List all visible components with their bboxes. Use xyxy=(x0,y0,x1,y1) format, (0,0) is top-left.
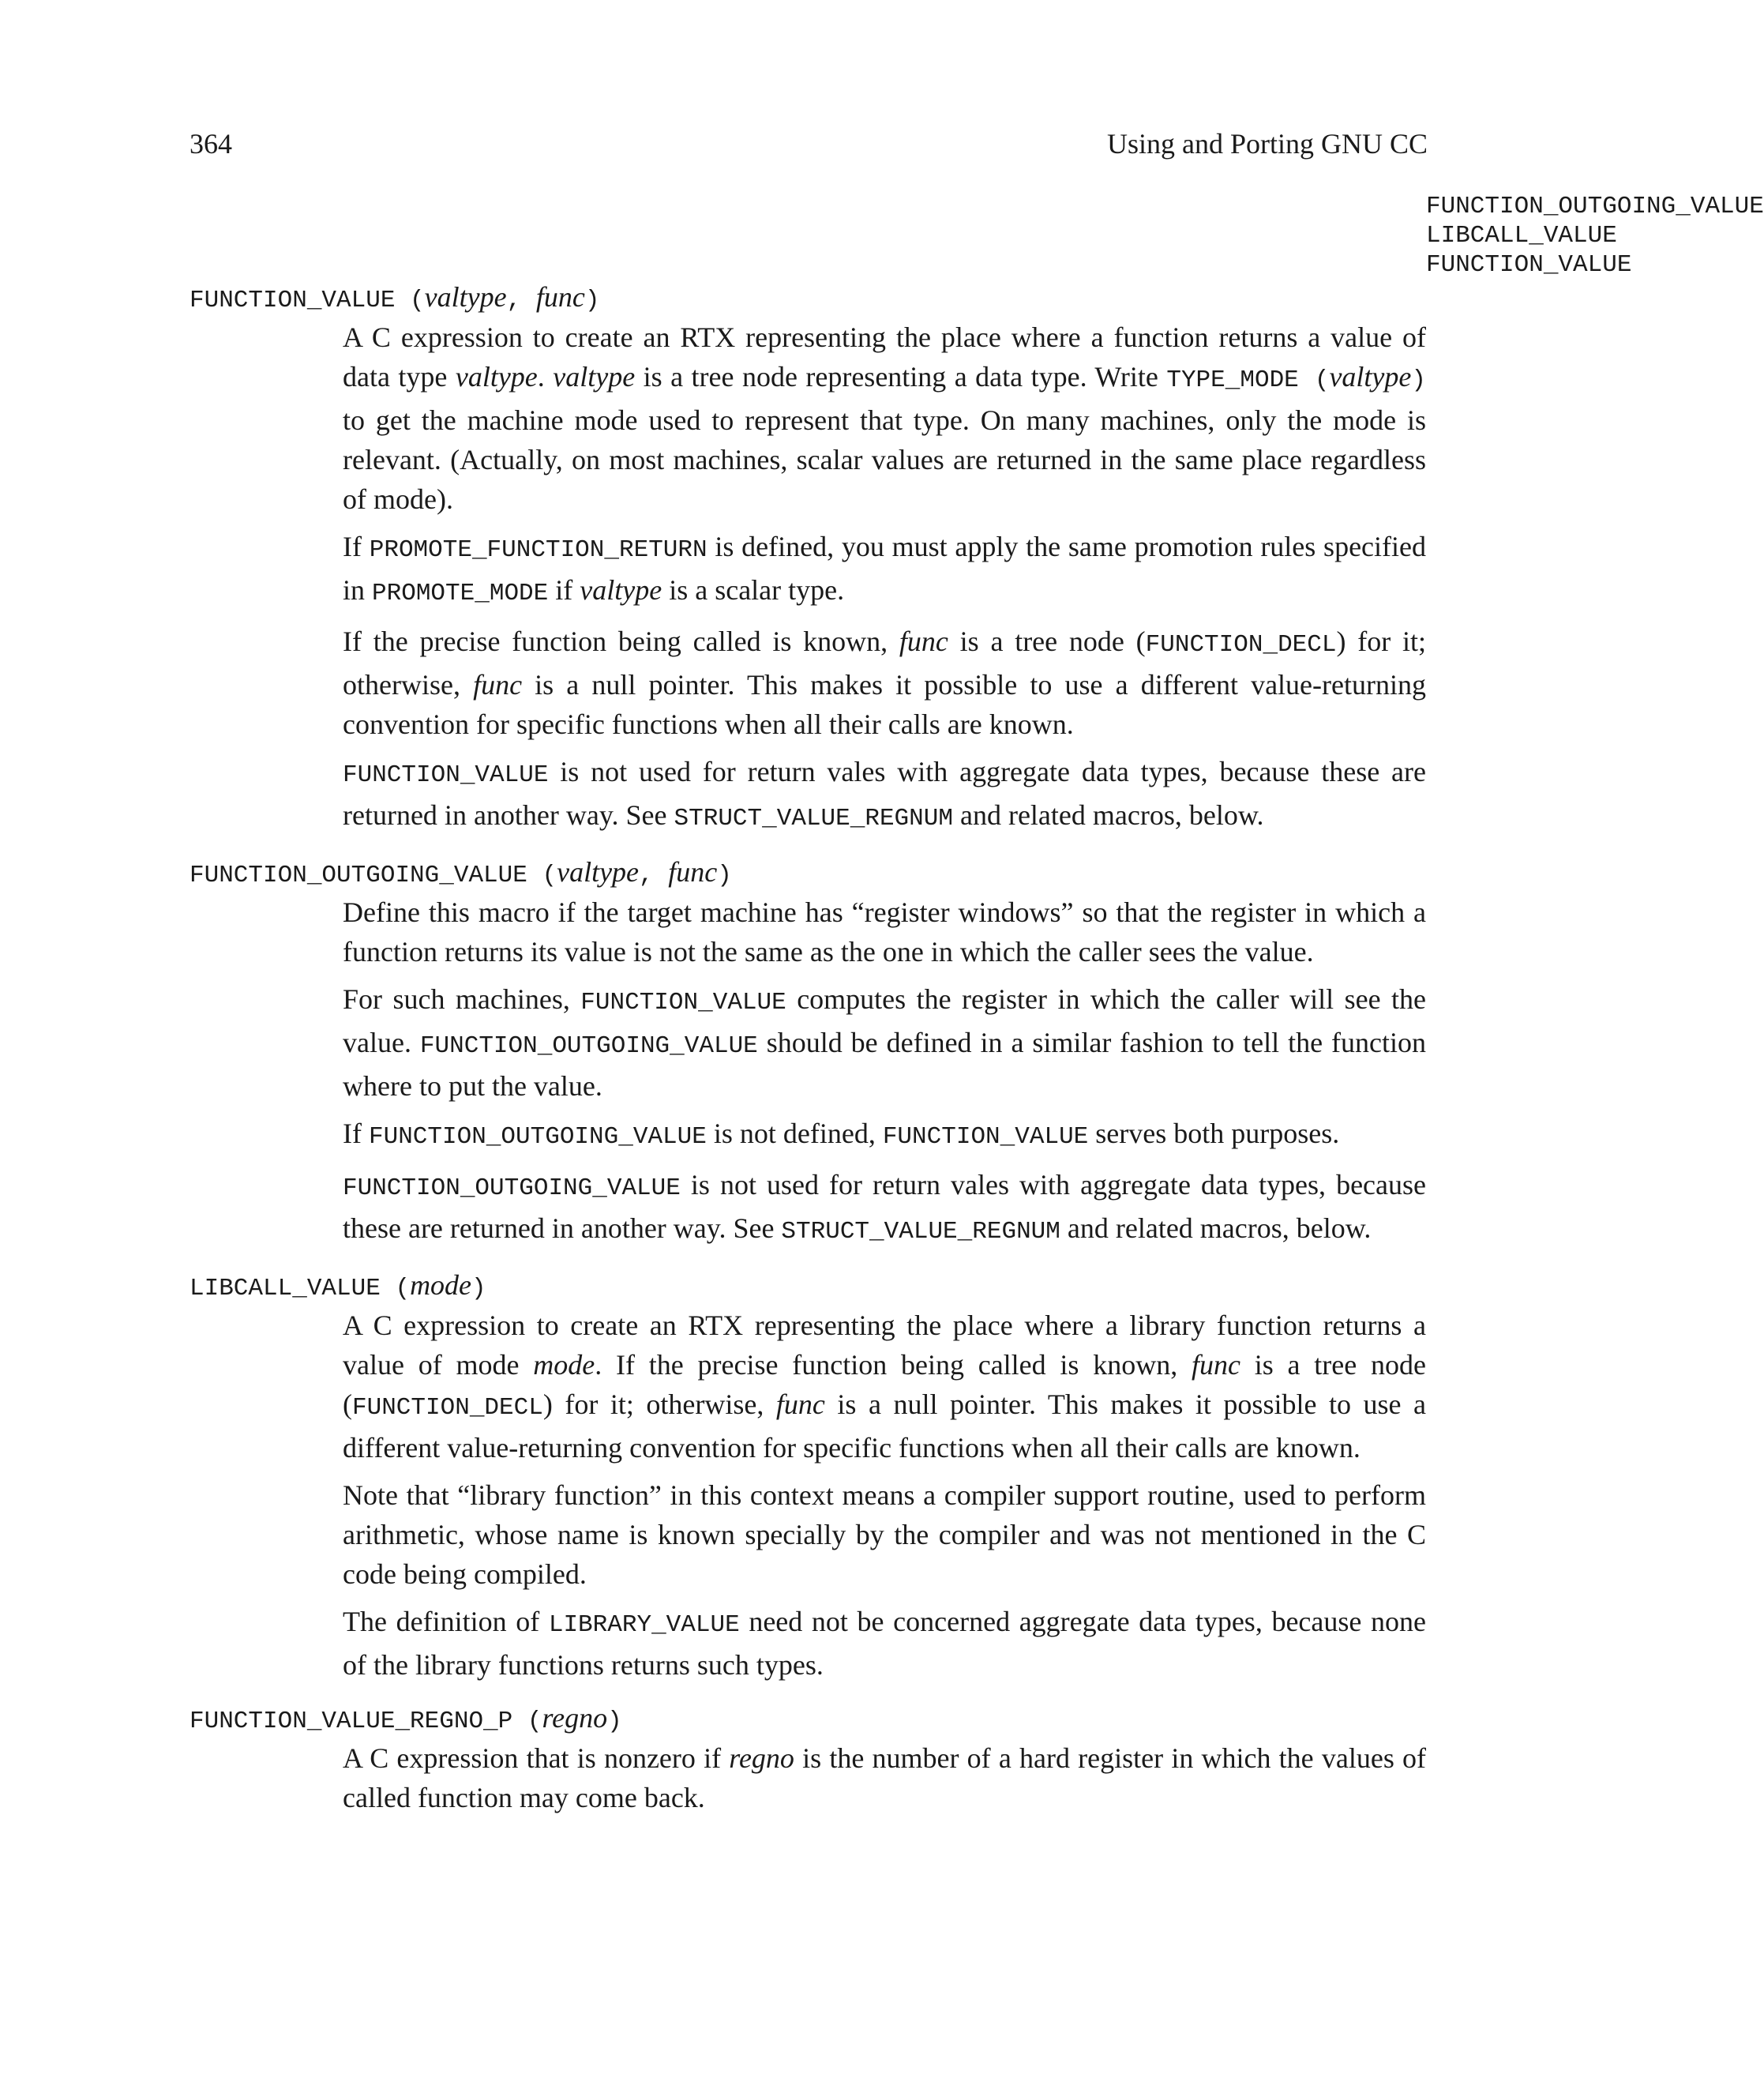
running-title: Using and Porting GNU CC xyxy=(1106,128,1428,160)
text-run: serves both purposes. xyxy=(1088,1118,1340,1149)
text-run: Note that “library function” in this context means a compiler support routine, used to perform arithmetic, whose name is known specially by the compiler and was not mentioned in the C code being compiled. xyxy=(343,1479,1426,1590)
definition-term: FUNCTION_OUTGOING_VALUE (valtype, func) xyxy=(190,856,732,889)
text-run: is defined, you must apply the same promotion rules specified in xyxy=(343,531,1426,606)
text-run: and related macros, below. xyxy=(952,799,1264,831)
text-run: is a null pointer. This makes it possible to use a different value-returning convention for specific functions when all their calls are known. xyxy=(343,669,1426,740)
italic-term: func xyxy=(1192,1349,1240,1381)
code-term: FUNCTION_VALUE xyxy=(580,989,786,1016)
description-paragraph xyxy=(343,1738,1426,1817)
text-run: computes the register in which the caller will see the value. xyxy=(343,983,1426,1058)
description-paragraph xyxy=(343,622,1426,744)
text-run: If xyxy=(343,531,370,562)
text-run: and related macros, below. xyxy=(1060,1212,1372,1244)
code-term: FUNCTION_OUTGOING_VALUE xyxy=(368,1123,707,1151)
definition-term: LIBCALL_VALUE (mode) xyxy=(190,1269,486,1302)
margin-index xyxy=(1426,192,1764,280)
macro-name: FUNCTION_OUTGOING_VALUE xyxy=(190,862,527,889)
description-paragraph xyxy=(343,1165,1426,1252)
code-term: PROMOTE_FUNCTION_RETURN xyxy=(369,536,707,564)
description-paragraph xyxy=(343,318,1426,519)
description-paragraph xyxy=(343,752,1426,839)
text-run: . xyxy=(537,361,554,393)
definition-term: FUNCTION_VALUE (valtype, func) xyxy=(190,281,600,314)
code-term: PROMOTE_MODE xyxy=(372,580,549,607)
definition-entry xyxy=(190,853,1426,1252)
description-paragraph xyxy=(343,1475,1426,1594)
code-term: FUNCTION_OUTGOING_VALUE xyxy=(419,1032,758,1060)
code-term: STRUCT_VALUE_REGNUM xyxy=(781,1218,1060,1246)
text-run: is not used for return vales with aggregate data types, because these are returned in another way. See xyxy=(343,1169,1426,1244)
definition-term: FUNCTION_VALUE_REGNO_P (regno) xyxy=(190,1702,622,1735)
definition-entry xyxy=(190,1699,1426,1817)
code-term: STRUCT_VALUE_REGNUM xyxy=(674,805,953,832)
margin-index-item: FUNCTION_VALUE xyxy=(1426,251,1632,279)
text-run: to get the machine mode used to represent that type. On many machines, only the mode is relevant. (Actually, on most machines, scalar values are returned in the same place regardless of mode). xyxy=(343,404,1426,515)
macro-argument: func xyxy=(668,856,718,888)
definition-description xyxy=(343,1738,1426,1817)
text-run: is a scalar type. xyxy=(662,574,845,606)
definition-description xyxy=(343,1306,1426,1685)
macro-argument: valtype xyxy=(424,281,507,313)
italic-term: mode xyxy=(533,1349,595,1381)
italic-term: valtype xyxy=(580,574,662,606)
italic-term: valtype xyxy=(1329,361,1412,393)
macro-argument: regno xyxy=(542,1702,608,1734)
italic-term: func xyxy=(473,669,523,701)
macro-argument: mode xyxy=(410,1269,472,1301)
text-run: A C expression to create an RTX representing the place where a library function returns a value of mode xyxy=(343,1310,1426,1381)
page-number: 364 xyxy=(190,128,232,160)
text-run: should be defined in a similar fashion to tell the function where to put the value. xyxy=(343,1027,1426,1102)
text-run: If xyxy=(343,1118,369,1149)
definition-entry xyxy=(190,278,1426,839)
code-term: FUNCTION_OUTGOING_VALUE xyxy=(343,1174,681,1202)
code-term: FUNCTION_DECL xyxy=(352,1394,543,1422)
text-run: is a tree node ( xyxy=(343,1349,1426,1420)
definition-entry xyxy=(190,1266,1426,1685)
description-paragraph xyxy=(343,527,1426,614)
text-run: If the precise function being called is known, xyxy=(343,626,899,657)
italic-term: valtype xyxy=(455,361,538,393)
text-run: is a tree node ( xyxy=(948,626,1146,657)
text-run: A C expression to create an RTX representing the place where a function returns a value of data type xyxy=(343,321,1426,393)
definition-description xyxy=(343,892,1426,1252)
text-run: is the number of a hard register in which the values of called function may come back. xyxy=(343,1742,1427,1813)
text-run: ) for it; otherwise, xyxy=(542,1388,776,1420)
code-term: TYPE_MODE ( xyxy=(1166,366,1330,394)
code-term: LIBRARY_VALUE xyxy=(548,1611,740,1639)
text-run: if xyxy=(548,574,580,606)
description-paragraph xyxy=(343,1306,1426,1467)
description-paragraph xyxy=(343,1114,1426,1157)
text-run: Define this macro if the target machine has “register windows” so that the register in which a function returns its value is not the same as the one in which the caller sees the value. xyxy=(343,896,1426,968)
code-term: FUNCTION_DECL xyxy=(1145,631,1337,659)
text-run: is not used for return vales with aggregate data types, because these are returned in another way. See xyxy=(343,756,1426,831)
macro-argument: valtype xyxy=(557,856,640,888)
text-run: is a null pointer. This makes it possible to use a different value-returning convention for specific functions when all their calls are known. xyxy=(343,1388,1426,1464)
text-run: is not defined, xyxy=(706,1118,883,1149)
margin-index-item: LIBCALL_VALUE xyxy=(1426,222,1617,250)
text-run: need not be concerned aggregate data types, because none of the library functions returns such types. xyxy=(343,1606,1426,1681)
italic-term: func xyxy=(899,626,948,657)
macro-name: LIBCALL_VALUE xyxy=(190,1275,381,1302)
description-paragraph xyxy=(343,892,1426,971)
text-run: ) for it; otherwise, xyxy=(343,626,1426,701)
code-term: FUNCTION_VALUE xyxy=(343,761,549,789)
macro-argument: func xyxy=(535,281,585,313)
code-term: ) xyxy=(1411,366,1426,394)
text-run: The definition of xyxy=(343,1606,549,1637)
description-paragraph xyxy=(343,1602,1426,1685)
document-body xyxy=(190,278,1426,1832)
italic-term: valtype xyxy=(553,361,636,393)
definition-description xyxy=(343,318,1426,839)
description-paragraph xyxy=(343,979,1426,1106)
text-run: A C expression that is nonzero if xyxy=(343,1742,730,1774)
italic-term: func xyxy=(775,1388,825,1420)
italic-term: regno xyxy=(729,1742,794,1774)
macro-name: FUNCTION_VALUE_REGNO_P xyxy=(190,1708,513,1735)
macro-name: FUNCTION_VALUE xyxy=(190,287,396,314)
text-run: is a tree node representing a data type. Write xyxy=(635,361,1167,393)
text-run: . If the precise function being called is known, xyxy=(595,1349,1192,1381)
margin-index-item: FUNCTION_OUTGOING_VALUE xyxy=(1426,193,1764,220)
code-term: FUNCTION_VALUE xyxy=(882,1123,1089,1151)
text-run: For such machines, xyxy=(343,983,581,1015)
